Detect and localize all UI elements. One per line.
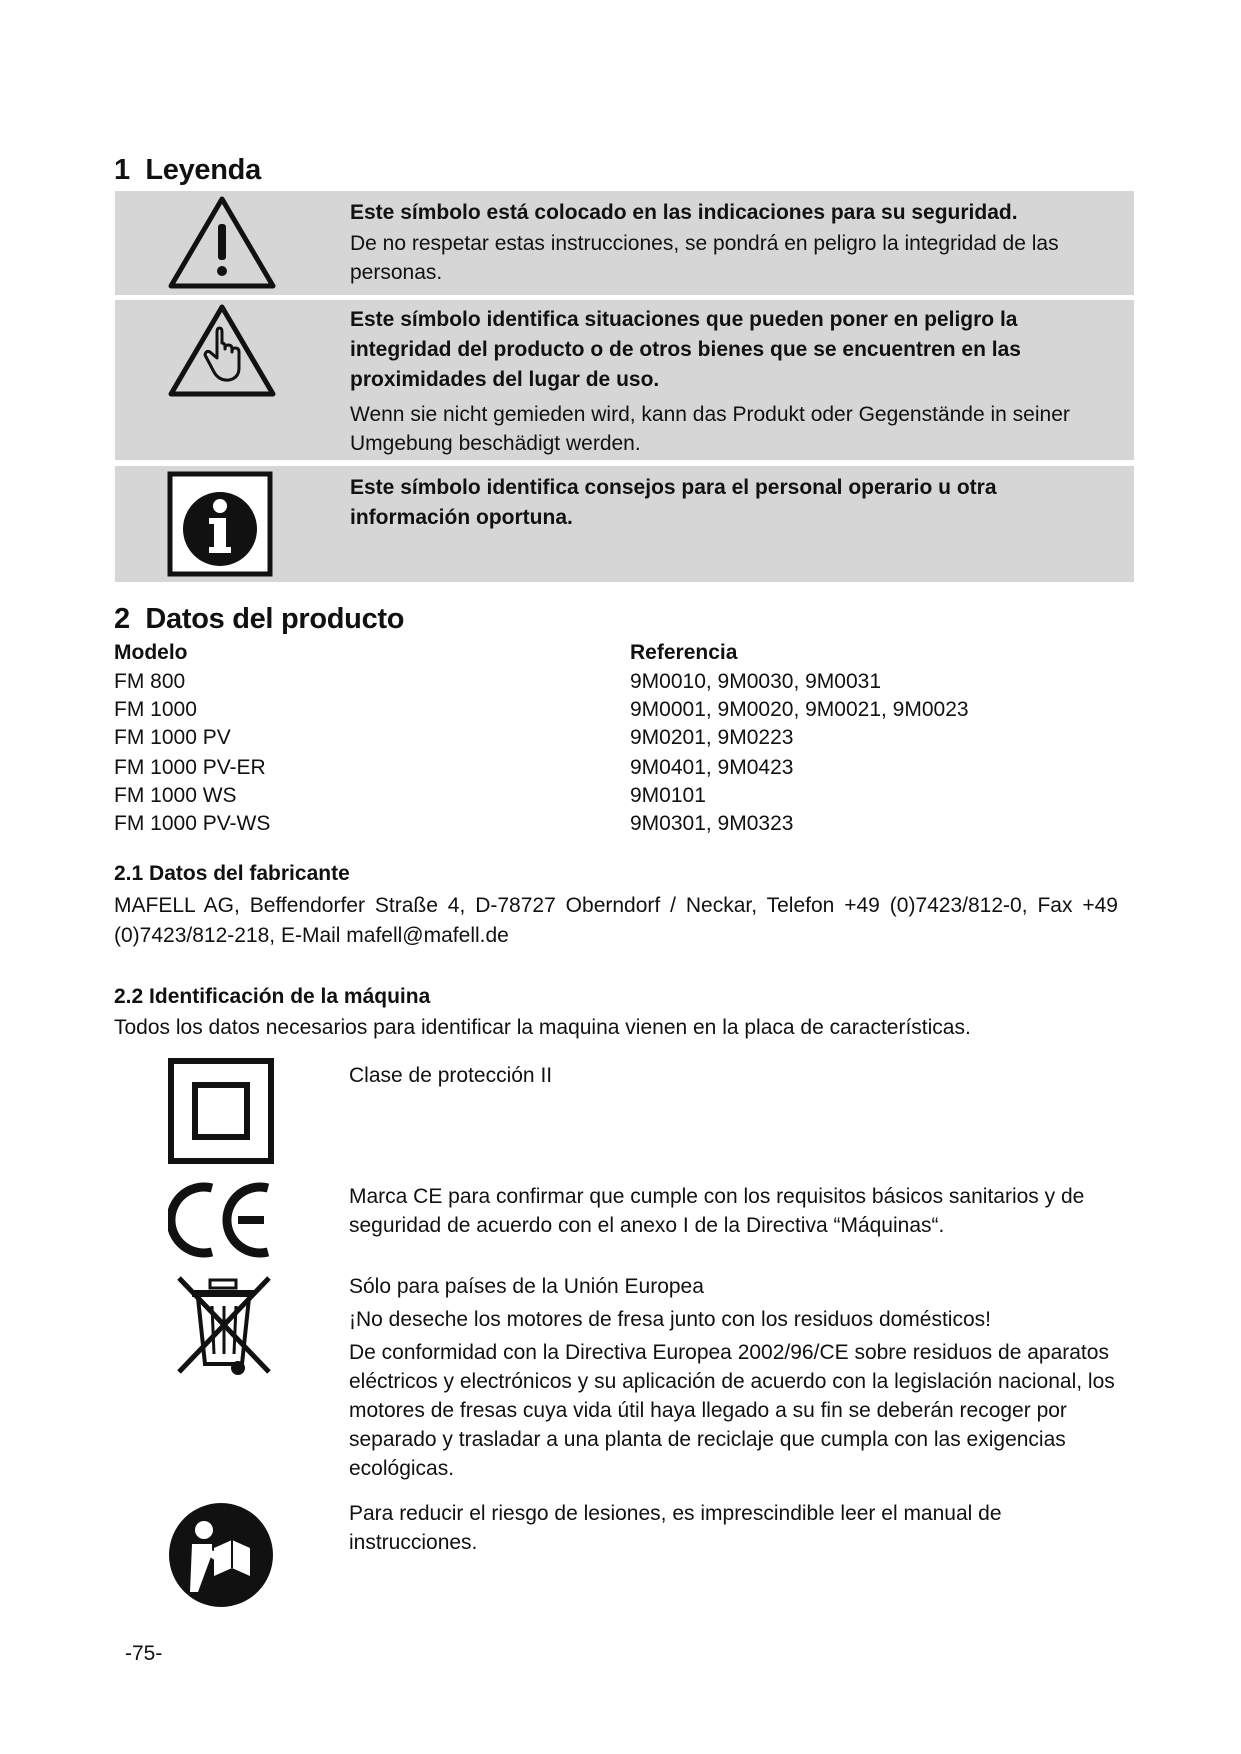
read-manual-icon xyxy=(168,1502,274,1608)
warning-exclamation-icon xyxy=(167,194,277,292)
info-icon xyxy=(167,471,273,577)
weee-line: ¡No deseche los motores de fresa junto con los residuos domésticos! xyxy=(349,1308,991,1331)
product-reference: 9M0201, 9M0223 xyxy=(630,726,794,749)
product-model: FM 800 xyxy=(114,670,186,693)
legend-row-property xyxy=(115,300,1134,460)
legend-row-info xyxy=(115,466,1134,582)
product-model: FM 1000 PV-ER xyxy=(114,756,266,779)
legend-text: Wenn sie nicht gemieden wird, kann das Produkt oder Gegenstände in seiner Umgebung beschädigt werden. xyxy=(350,403,1070,455)
section-number: 1 xyxy=(114,154,130,186)
product-model: FM 1000 PV-WS xyxy=(114,812,271,835)
legend-bold-text: Este símbolo identifica situaciones que pueden poner en peligro la integridad del producto o de otros bienes que se encuentren en las proximidades del lugar de uso. xyxy=(350,308,1021,391)
read-manual-text: Para reducir el riesgo de lesiones, es imprescindible leer el manual de instrucciones. xyxy=(349,1502,1002,1554)
weee-text xyxy=(349,1272,1129,1483)
product-reference: 9M0001, 9M0020, 9M0021, 9M0023 xyxy=(630,698,969,721)
legend-bold-text: Este símbolo identifica consejos para el personal operario u otra información oportuna. xyxy=(350,476,997,529)
product-model: FM 1000 WS xyxy=(114,784,237,807)
protection-class-ii-icon xyxy=(168,1058,274,1164)
protection-class-text: Clase de protección II xyxy=(349,1064,553,1087)
column-header-reference: Referencia xyxy=(630,641,738,664)
legend-text: De no respetar estas instrucciones, se pondrá en peligro la integridad de las personas. xyxy=(350,232,1059,284)
legend-row-safety xyxy=(115,191,1134,295)
product-reference: 9M0301, 9M0323 xyxy=(630,812,794,835)
identification-text: Todos los datos necesarios para identificar la maquina vienen en la placa de características. xyxy=(114,1016,971,1039)
section-2-2-heading: 2.2 Identificación de la máquina xyxy=(114,985,431,1008)
weee-bin-icon xyxy=(174,1274,274,1378)
column-header-model: Modelo xyxy=(114,641,188,664)
weee-line: Sólo para países de la Unión Europea xyxy=(349,1275,704,1298)
section-1-heading xyxy=(114,154,261,187)
section-number: 2 xyxy=(114,603,130,635)
section-2-1-heading: 2.1 Datos del fabricante xyxy=(114,862,350,885)
product-model: FM 1000 xyxy=(114,698,197,721)
manufacturer-text: MAFELL AG, Beffendorfer Straße 4, D-78727 Oberndorf / Neckar, Telefon +49 (0)7423/812-0, Fax +49 (0)7423/812-218, E-Mail mafell@mafell.de xyxy=(114,894,1118,947)
weee-line: De conformidad con la Directiva Europea 2002/96/CE sobre residuos de aparatos eléctricos y electrónicos y su aplicación de acuerdo con la legislación nacional, los motores de fresas cuya vida útil haya llegado a su fin se deberán recoger por separado y trasladar a una planta de reciclaje que cumpla con las exigencias ecológicas. xyxy=(349,1341,1115,1480)
product-reference: 9M0010, 9M0030, 9M0031 xyxy=(630,670,882,693)
section-title: Leyenda xyxy=(145,154,261,186)
warning-hand-icon xyxy=(167,302,277,400)
legend-bold-text: Este símbolo está colocado en las indicaciones para su seguridad. xyxy=(350,201,1018,224)
product-reference: 9M0401, 9M0423 xyxy=(630,756,794,779)
product-model: FM 1000 PV xyxy=(114,726,231,749)
product-reference: 9M0101 xyxy=(630,784,706,807)
ce-mark-text: Marca CE para confirmar que cumple con los requisitos básicos sanitarios y de seguridad de acuerdo con el anexo I de la Directiva “Máquinas“. xyxy=(349,1185,1085,1237)
ce-mark-icon xyxy=(168,1180,276,1260)
section-2-heading xyxy=(114,603,404,636)
section-title: Datos del producto xyxy=(145,603,405,635)
page-number: -75- xyxy=(125,1642,163,1665)
